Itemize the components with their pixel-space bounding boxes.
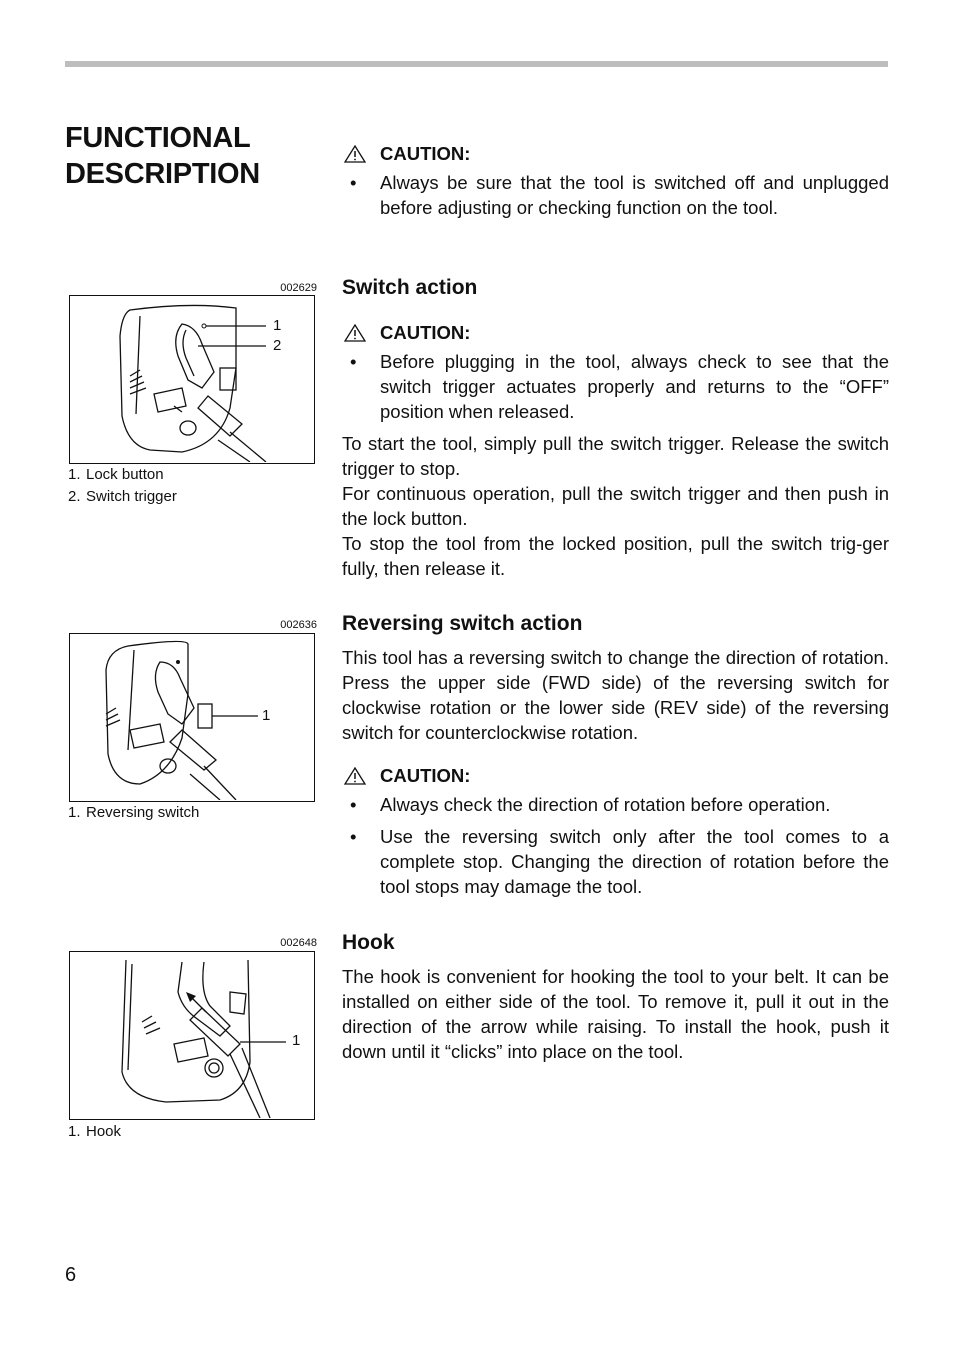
callout-2: 2 <box>273 337 282 354</box>
caution-bullet: • Before plugging in the tool, always check to see that the switch trigger actuates properly and returns to the “OFF” position when released. <box>350 351 889 422</box>
caution-bullet: • Always check the direction of rotation before operation. <box>350 794 831 815</box>
caution-bullet: • Use the reversing switch only after the tool comes to a complete stop. Changing the direction of rotation before the tool stops may damage the tool. <box>350 826 889 897</box>
section-title-line-1: FUNCTIONAL <box>65 122 251 154</box>
switch-action-section <box>342 275 889 581</box>
figure-switch-action <box>69 295 315 464</box>
figure-code: 002629 <box>280 282 317 294</box>
hook-section <box>342 930 889 1064</box>
intro-caution <box>342 141 889 220</box>
figure-code: 002636 <box>280 619 317 631</box>
switch-action-heading: Switch action <box>342 276 478 299</box>
callout-1: 1 <box>273 317 282 334</box>
figure-code: 002648 <box>280 937 317 949</box>
reversing-switch-heading: Reversing switch action <box>342 612 583 635</box>
warning-triangle-icon <box>344 324 366 342</box>
tool-illustration <box>70 952 313 1118</box>
figure-legend <box>68 1121 121 1143</box>
caution-heading: CAUTION: <box>342 320 889 345</box>
legend-item: 1. Hook <box>68 1123 122 1140</box>
callout-1: 1 <box>292 1032 301 1049</box>
tool-illustration <box>70 634 313 800</box>
warning-triangle-icon <box>344 145 366 163</box>
caution-heading: CAUTION: <box>342 141 889 166</box>
callout-1: 1 <box>262 707 271 724</box>
paragraph: To start the tool, simply pull the switch trigger. Release the switch trigger to stop. <box>342 433 889 479</box>
legend-item: 2. Switch trigger <box>68 488 177 505</box>
paragraph: This tool has a reversing switch to change the direction of rotation. Press the upper side (FWD side) of the reversing switch for clockwise rotation or the lower side (REV side) of the reversing switch for counterclockwise rotation. <box>342 647 889 743</box>
reversing-switch-section <box>342 611 889 899</box>
page-number: 6 <box>65 1264 77 1286</box>
section-title-line-2: DESCRIPTION <box>65 158 260 190</box>
caution-bullet: • Always be sure that the tool is switched off and unplugged before adjusting or checking function on the tool. <box>350 172 889 218</box>
paragraph: To stop the tool from the locked position, pull the switch trig-ger fully, then release it. <box>342 533 889 579</box>
section-title <box>65 120 260 192</box>
legend-item: 1. Reversing switch <box>68 804 200 821</box>
hook-heading: Hook <box>342 931 395 954</box>
paragraph: For continuous operation, pull the switch trigger and then push in the lock button. <box>342 483 889 529</box>
warning-triangle-icon <box>344 767 366 785</box>
figure-hook <box>69 951 315 1120</box>
header-rule <box>65 61 888 67</box>
caution-heading: CAUTION: <box>342 763 889 788</box>
figure-reversing-switch <box>69 633 315 802</box>
figure-legend <box>68 464 177 508</box>
legend-item: 1. Lock button <box>68 466 164 483</box>
paragraph: The hook is convenient for hooking the tool to your belt. It can be installed on either side of the tool. To remove it, pull it out in the direction of the arrow while raising. To install the hook, push it down until it “clicks” into place on the tool. <box>342 966 889 1062</box>
figure-legend <box>68 802 199 824</box>
